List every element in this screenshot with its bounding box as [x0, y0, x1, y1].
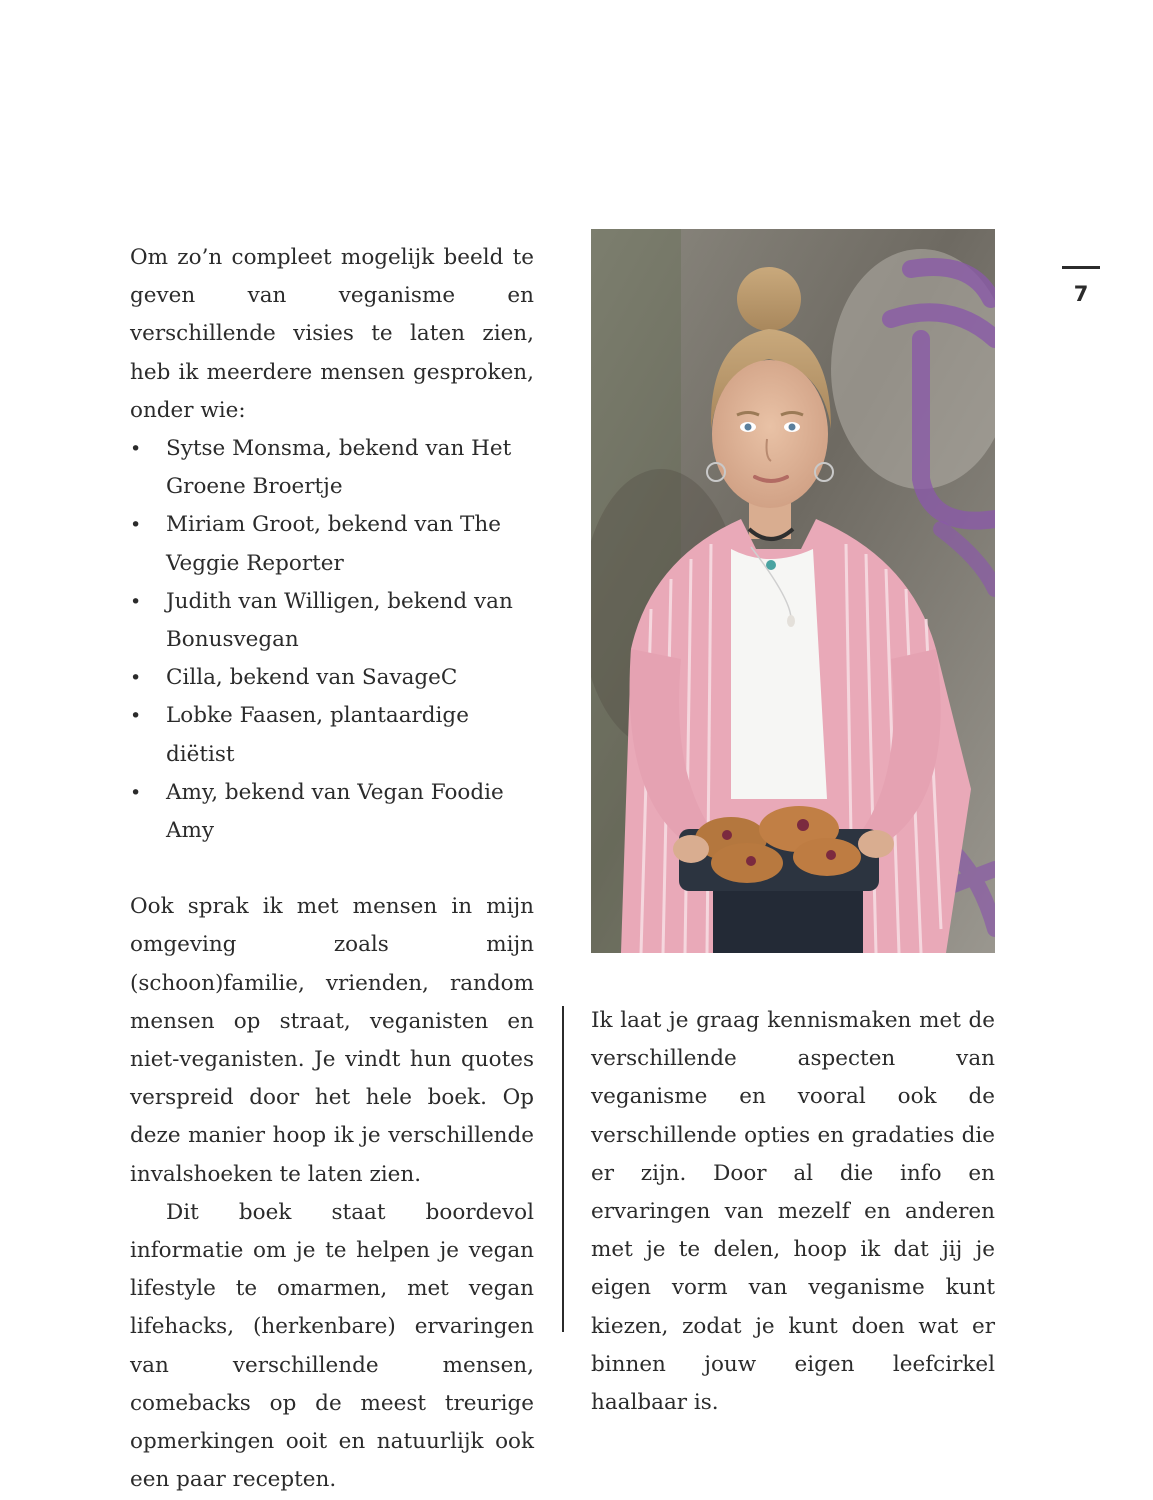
- berry-spot: [746, 856, 756, 866]
- paragraph-spacer: [130, 850, 534, 888]
- left-text-column: [130, 239, 534, 1500]
- silver-pendant: [787, 615, 795, 627]
- list-item: • Sytse Monsma, bekend van Het Groene Broertje: [130, 430, 534, 506]
- interviewee-list: [130, 430, 534, 850]
- left-hand: [673, 835, 709, 863]
- list-item: • Cilla, bekend van SavageC: [130, 659, 534, 697]
- author-portrait-photo: [591, 229, 995, 953]
- right-hand: [858, 830, 894, 858]
- body-paragraph: Dit boek staat boordevol informatie om je te helpen je vegan lifestyle te omarmen, met vegan lifehacks, (herkenbare) ervaringen van verschillende mensen, comebacks op de meest treurige opmerkingen ooit en natuurlijk ook een paar recepten.: [130, 1199, 534, 1493]
- list-item: • Miriam Groot, bekend van The Veggie Reporter: [130, 506, 534, 582]
- column-divider: [562, 1006, 564, 1332]
- face: [712, 360, 828, 508]
- right-iris: [789, 424, 796, 431]
- body-paragraph: Ook sprak ik met mensen in mijn omgeving zoals mijn (schoon)familie, vrienden, random mensen op straat, veganisten en niet-veganisten. Je vindt hun quotes verspreid door het hele boek. Op deze manier hoop ik je verschillende invalshoeken te laten zien.: [130, 894, 534, 1187]
- intro-paragraph: Om zo’n compleet mogelijk beeld te geven van veganisme en verschillende visies te laten zien, heb ik meerdere mensen gesproken, onder wie:: [130, 245, 534, 423]
- berry-spot: [722, 830, 732, 840]
- berry-spot: [797, 819, 809, 831]
- hair-bun: [737, 267, 801, 331]
- portrait-illustration: [591, 229, 995, 953]
- list-item: • Judith van Willigen, bekend van Bonusvegan: [130, 583, 534, 659]
- list-item: • Lobke Faasen, plantaardige diëtist: [130, 697, 534, 773]
- berry-spot: [826, 850, 836, 860]
- body-paragraph: Ik laat je graag kennismaken met de verschillende aspecten van veganisme en vooral ook de verschillende opties en gradaties die er zijn. Door al die info en ervaringen van mezelf en anderen met je te delen, hoop ik dat jij je eigen vorm van veganisme kunt kiezen, zodat je kunt doen wat er binnen jouw eigen leefcirkel haalbaar is.: [591, 1008, 995, 1416]
- right-text-column: [591, 1002, 995, 1422]
- page-number-rule: [1062, 266, 1100, 269]
- list-item: • Amy, bekend van Vegan Foodie Amy: [130, 774, 534, 850]
- page-number: 7: [1073, 282, 1089, 306]
- left-iris: [745, 424, 752, 431]
